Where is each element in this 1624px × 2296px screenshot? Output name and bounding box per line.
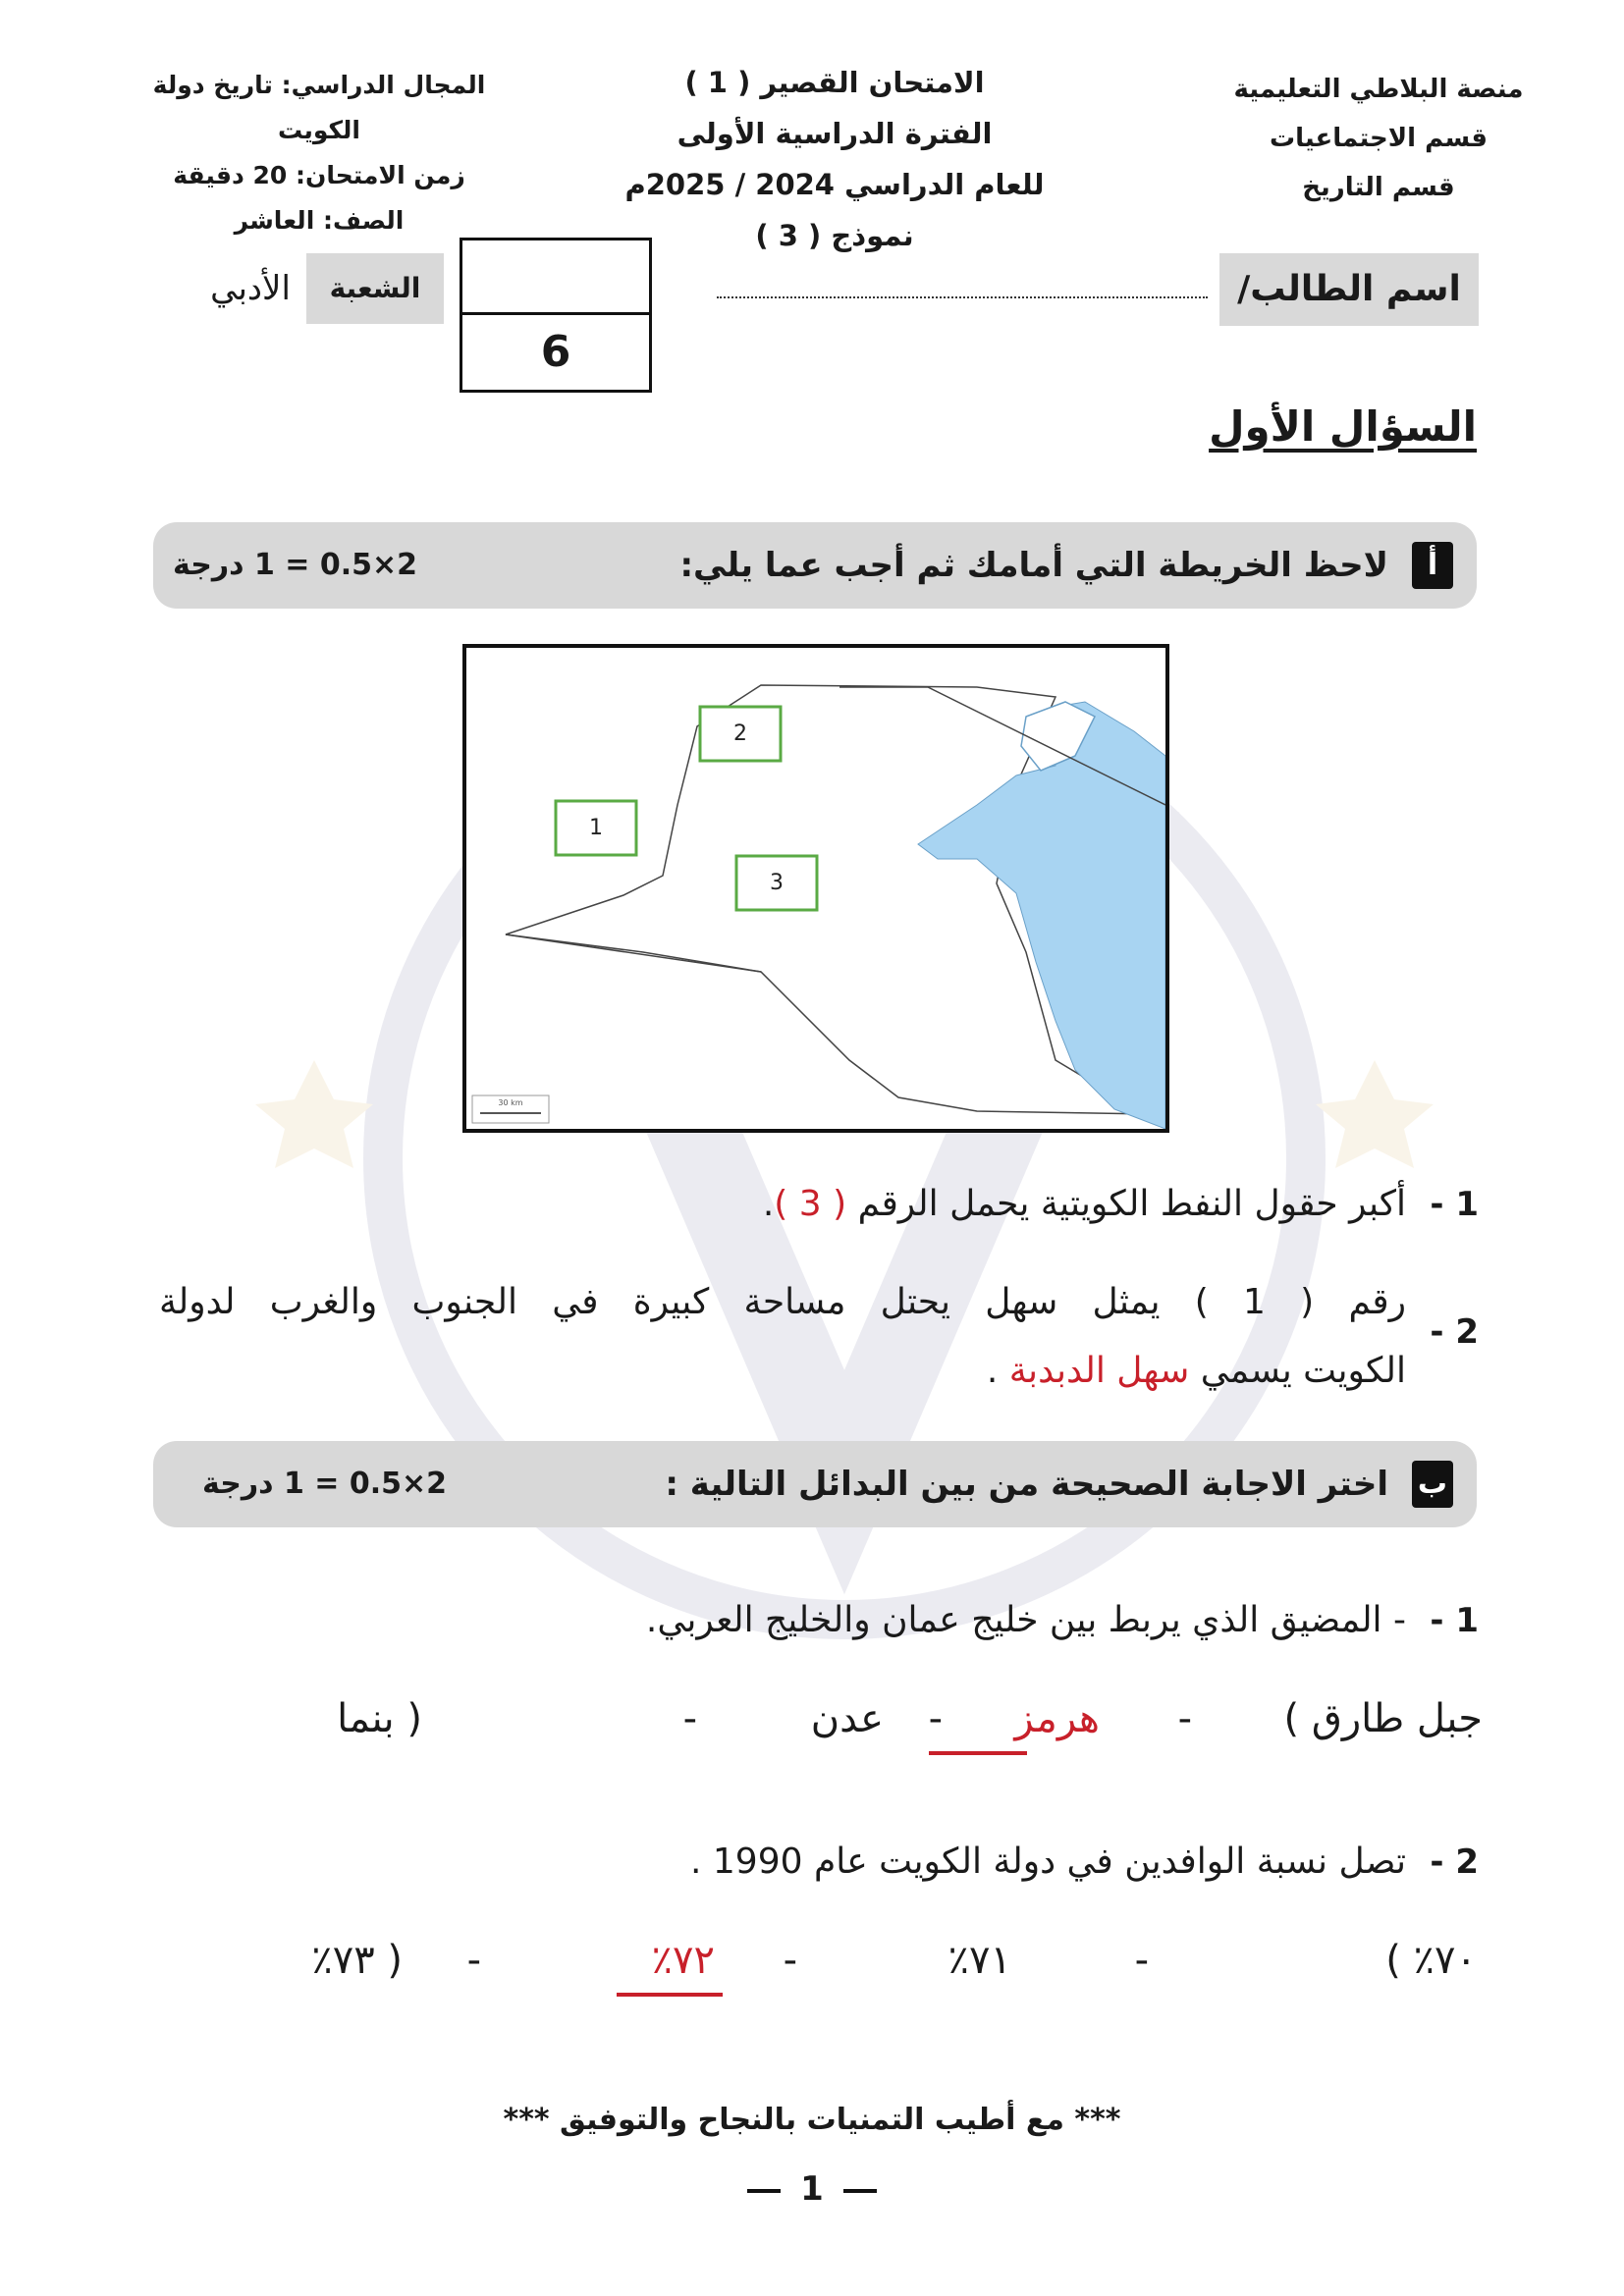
part-a-item2-end: . — [986, 1351, 999, 1391]
score-box — [460, 238, 652, 393]
part-a-item2-number: 2 - — [1430, 1312, 1479, 1352]
region-label-1: 1 — [589, 816, 603, 840]
part-b-item1-text: - المضيق الذي يربط بين خليج عمان والخليج العربي. — [645, 1600, 1406, 1640]
choice-separator: - — [928, 1696, 943, 1741]
choice-separator: - — [682, 1696, 697, 1741]
choice-1a[interactable]: ( جبل طارق — [1283, 1696, 1483, 1741]
exam-duration: زمن الامتحان: 20 دقيقة — [173, 161, 465, 189]
section-value: الأدبي — [210, 269, 291, 308]
question-title: السؤال الأول — [1209, 402, 1477, 451]
choice-1b[interactable]: هرمز — [1014, 1696, 1100, 1741]
part-a-instruction: لاحظ الخريطة التي أمامك ثم أجب عما يلي: — [679, 546, 1388, 585]
student-name-label: اسم الطالب/ — [1219, 253, 1479, 326]
exam-year: للعام الدراسي 2024 / 2025م — [624, 168, 1045, 201]
header-subject-info — [147, 63, 491, 243]
part-b-item2-number: 2 - — [1430, 1842, 1479, 1882]
part-b-marks: 2×0.5 = 1 درجة — [202, 1467, 448, 1501]
choice-separator: - — [1134, 1938, 1149, 1983]
region-label-3: 3 — [770, 871, 784, 895]
kuwait-map — [462, 644, 1169, 1133]
part-a-item1-text: أكبر حقول النفط الكويتية يحمل الرقم — [857, 1184, 1406, 1224]
region-label-2: 2 — [733, 721, 747, 746]
part-b-item2-text: تصل نسبة الوافدين في دولة الكويت عام 1990 . — [690, 1842, 1406, 1882]
grade-level: الصف: العاشر — [234, 206, 405, 235]
part-a-letter: أ — [1412, 542, 1453, 589]
header-exam-info — [579, 57, 1090, 261]
choice-2b[interactable]: ٪٧١ — [947, 1938, 1011, 1983]
subject-line1: المجال الدراسي: تاريخ دولة — [152, 71, 486, 99]
answer-underline — [617, 1993, 723, 1997]
choice-1d[interactable]: بنما ) — [337, 1696, 422, 1741]
department-name: قسم الاجتماعيات — [1269, 124, 1488, 153]
page-number — [0, 2169, 1624, 2209]
score-value: 6 — [540, 327, 571, 377]
map-scale: 30 km — [498, 1098, 523, 1107]
choice-separator: - — [1177, 1696, 1192, 1741]
footer-wishes: *** مع أطيب التمنيات بالنجاح والتوفيق *** — [503, 2103, 1121, 2137]
exam-title: الامتحان القصير ( 1 ) — [684, 66, 985, 99]
part-a-item2-line2 — [987, 1343, 1406, 1400]
answer-underline — [929, 1751, 1027, 1755]
choice-separator: - — [783, 1938, 797, 1983]
part-a-header — [153, 522, 1477, 609]
part-a-item1 — [763, 1176, 1406, 1233]
part-b-header — [153, 1441, 1477, 1527]
exam-model: نموذج ( 3 ) — [755, 219, 914, 252]
choice-separator: - — [466, 1938, 481, 1983]
institution-name: منصة البلاطي التعليمية — [1233, 75, 1524, 104]
part-b-item1-number: 1 - — [1430, 1601, 1479, 1640]
part-a-item2-line1: رقم ( 1 ) يمثل سهل يحتل مساحة كبيرة في الجنوب والغرب لدولة — [159, 1282, 1406, 1322]
part-a-item1-answer[interactable]: ( 3 ) — [774, 1184, 847, 1224]
subject-line2: الكويت — [277, 116, 361, 144]
page-number-value: 1 — [800, 2169, 824, 2209]
part-a-item2-answer[interactable]: سهل الدبدبة — [1008, 1351, 1190, 1391]
section-label: الشعبة — [306, 253, 444, 324]
choice-2d[interactable]: ٪٧٣ ) — [311, 1938, 403, 1983]
exam-period: الفترة الدراسية الأولى — [677, 117, 993, 150]
part-a-item1-end: . — [762, 1184, 775, 1224]
part-b-item1-choices — [187, 1684, 1483, 1753]
part-a-marks: 2×0.5 = 1 درجة — [173, 548, 418, 582]
part-a-item2-text: الكويت يسمي — [1200, 1351, 1406, 1391]
subdepartment-name: قسم التاريخ — [1302, 173, 1455, 202]
student-name-field[interactable] — [717, 296, 1208, 298]
choice-2c[interactable]: ٪٧٢ — [651, 1938, 715, 1983]
score-total-cell[interactable] — [462, 240, 649, 315]
part-a-item1-number: 1 - — [1430, 1185, 1479, 1224]
part-b-letter: ب — [1412, 1461, 1453, 1508]
map-svg — [466, 648, 1165, 1129]
choice-1c[interactable]: عدن — [810, 1696, 884, 1741]
choice-2a[interactable]: ( ٪٧٠ — [1385, 1938, 1477, 1983]
part-b-instruction: اختر الاجابة الصحيحة من بين البدائل التالية : — [665, 1465, 1388, 1504]
header-institution — [1202, 65, 1555, 212]
part-b-item2-choices — [187, 1926, 1477, 1995]
